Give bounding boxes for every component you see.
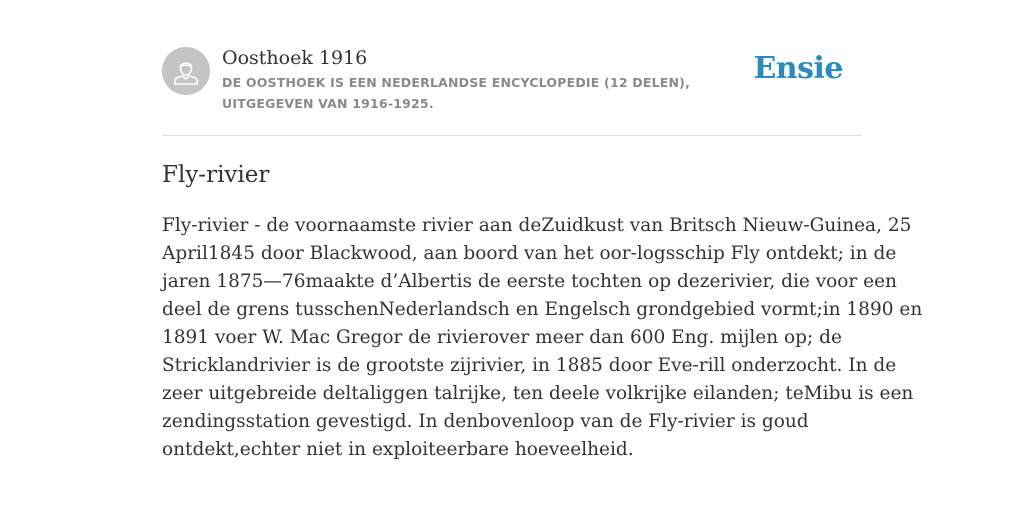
entry-body-line: zendingsstation gevestigd. In denbovenloop van de Fly-rivier is goud bbox=[162, 411, 809, 432]
header-divider bbox=[162, 135, 862, 136]
entry-body-line: deel de grens tusschenNederlandsch en Engelsch grondgebied vormt;in 1890 en bbox=[162, 299, 923, 320]
entry-body-line: jaren 1875—76maakte d’Albertis de eerste tochten op dezerivier, die voor een bbox=[162, 271, 897, 292]
entry-body-line: 1891 voer W. Mac Gregor de rivierover meer dan 600 Eng. mijlen op; de bbox=[162, 327, 842, 348]
source-header bbox=[162, 40, 862, 135]
source-description: DE OOSTHOEK IS EEN NEDERLANDSE ENCYCLOPEDIE (12 DELEN), UITGEGEVEN VAN 1916-1925. bbox=[222, 75, 691, 111]
entry-body-line: ontdekt,echter niet in exploiteerbare hoeveelheid. bbox=[162, 439, 634, 460]
entry-body bbox=[162, 212, 923, 464]
ensie-logo[interactable]: Ensie bbox=[753, 51, 843, 86]
user-avatar-icon[interactable] bbox=[162, 47, 210, 95]
entry-body-line: Stricklandrivier is de grootste zijrivier, in 1885 door Eve-rill onderzocht. In de bbox=[162, 355, 897, 376]
entry-title: Fly-rivier bbox=[162, 162, 270, 188]
entry-body-line: zeer uitgebreide deltaliggen talrijke, ten deele volkrijke eilanden; teMibu is een bbox=[162, 383, 914, 404]
entry-body-line: April1845 door Blackwood, aan boord van het oor-logsschip Fly ontdekt; in de bbox=[162, 243, 897, 264]
source-title[interactable]: Oosthoek 1916 bbox=[222, 47, 368, 69]
entry-body-line: Fly-rivier - de voornaamste rivier aan deZuidkust van Britsch Nieuw-Guinea, 25 bbox=[162, 215, 912, 236]
